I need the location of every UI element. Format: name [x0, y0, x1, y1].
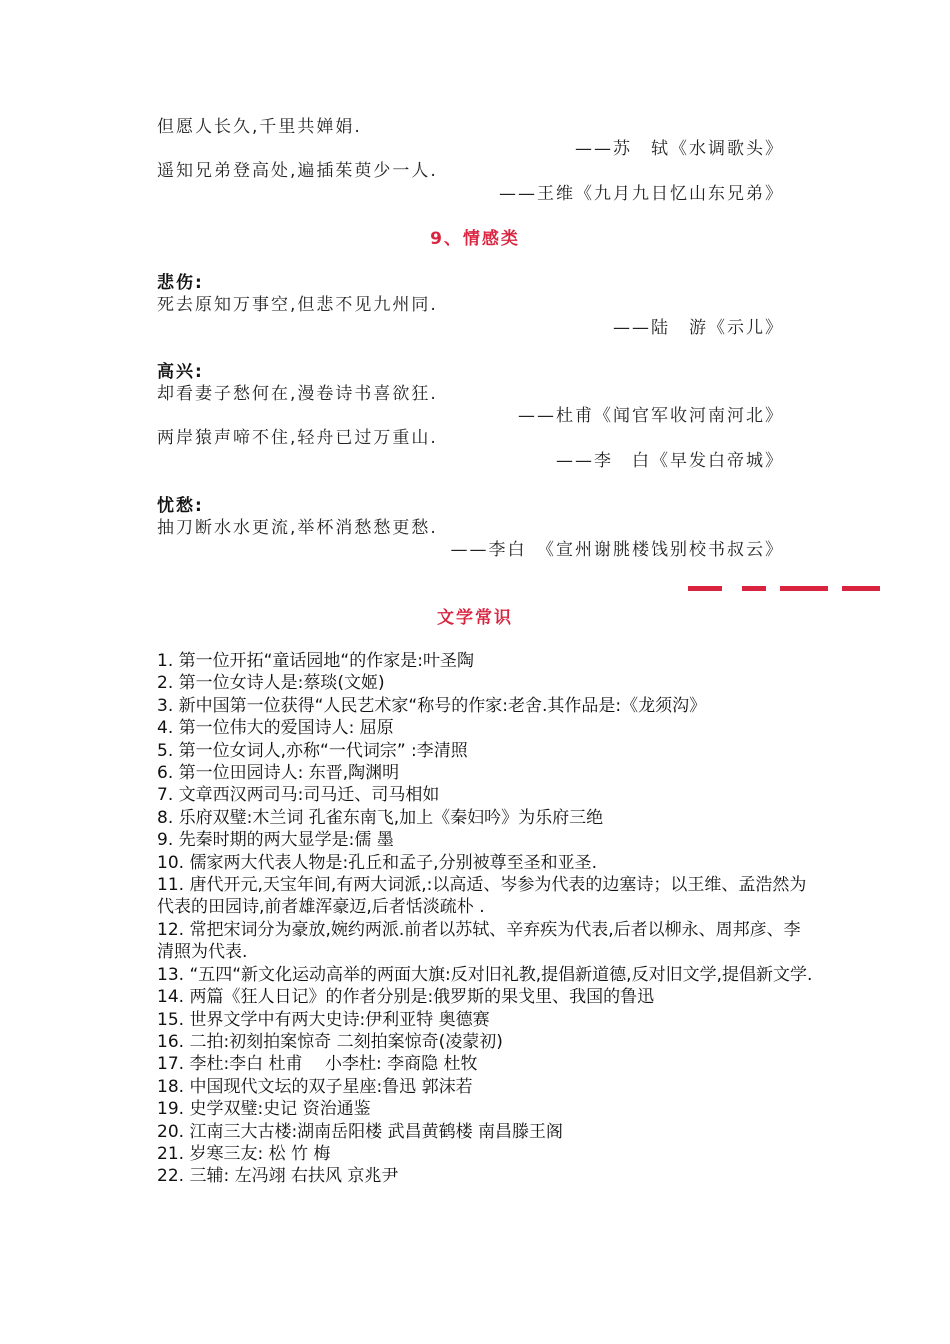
decorative-banner-fragment [680, 578, 890, 596]
list-item: 18. 中国现代文坛的双子星座:鲁迅 郭沫若 [157, 1076, 473, 1097]
poem-line: 却看妻子愁何在,漫卷诗书喜欲狂. [157, 384, 438, 404]
list-item: 2. 第一位女诗人是:蔡琰(文姬) [157, 673, 385, 694]
poem-line: 遥知兄弟登高处,遍插茱萸少一人. [157, 161, 438, 181]
list-item: 19. 史学双璧:史记 资治通鉴 [157, 1099, 371, 1120]
decorative-bar [688, 586, 722, 591]
list-item: 17. 李杜:李白 杜甫 小李杜: 李商隐 杜牧 [157, 1054, 478, 1075]
poem-attribution: ——陆 游《示儿》 [613, 318, 784, 338]
list-item: 16. 二拍:初刻拍案惊奇 二刻拍案惊奇(凌蒙初) [157, 1031, 503, 1052]
poem-attribution: ——李 白《早发白帝城》 [556, 451, 784, 471]
poem-line: 抽刀断水水更流,举杯消愁愁更愁. [157, 518, 438, 538]
list-item: 4. 第一位伟大的爱国诗人: 屈原 [157, 718, 394, 739]
list-item: 13. “五四“新文化运动高举的两面大旗:反对旧礼教,提倡新道德,反对旧文学,提倡新文学. [157, 964, 813, 985]
poem-attribution: ——苏 轼《水调歌头》 [575, 139, 784, 159]
list-item: 6. 第一位田园诗人: 东晋,陶渊明 [157, 763, 400, 784]
poem-line: 死去原知万事空,但悲不见九州同. [157, 295, 438, 315]
section-title-emotion: 9、情感类 [430, 229, 520, 249]
literature-facts-list [157, 650, 817, 1188]
list-item: 8. 乐府双璧:木兰词 孔雀东南飞,加上《秦妇吟》为乐府三绝 [157, 807, 604, 828]
subhead-happy: 高兴: [157, 362, 204, 382]
section-title-literature: 文学常识 [437, 608, 513, 628]
list-item: 9. 先秦时期的两大显学是:儒 墨 [157, 830, 394, 851]
list-item: 21. 岁寒三友: 松 竹 梅 [157, 1143, 331, 1164]
poem-line: 但愿人长久,千里共婵娟. [157, 117, 362, 137]
list-item: 7. 文章西汉两司马:司马迁、司马相如 [157, 785, 440, 806]
subhead-sorrow: 忧愁: [157, 496, 204, 516]
poem-attribution: ——王维《九月九日忆山东兄弟》 [499, 184, 784, 204]
list-item: 11. 唐代开元,天宝年间,有两大词派,:以高适、岑参为代表的边塞诗；以王维、孟浩然为代表的田园诗,前者雄浑豪迈,后者恬淡疏朴 . [157, 875, 807, 918]
subhead-sad: 悲伤: [157, 273, 204, 293]
list-item: 10. 儒家两大代表人物是:孔丘和孟子,分别被尊至圣和亚圣. [157, 852, 597, 873]
list-item: 5. 第一位女词人,亦称“一代词宗” :李清照 [157, 740, 468, 761]
list-item: 20. 江南三大古楼:湖南岳阳楼 武昌黄鹤楼 南昌滕王阁 [157, 1121, 563, 1142]
decorative-bar [780, 586, 828, 591]
list-item: 12. 常把宋词分为豪放,婉约两派.前者以苏轼、辛弃疾为代表,后者以柳永、周邦彦、李清照为代表. [157, 919, 801, 963]
list-item: 14. 两篇《狂人日记》的作者分别是:俄罗斯的果戈里、我国的鲁迅 [157, 987, 655, 1008]
list-item: 3. 新中国第一位获得“人民艺术家“称号的作家:老舍.其作品是:《龙须沟》 [157, 695, 707, 716]
poem-attribution: ——李白 《宣州谢朓楼饯别校书叔云》 [450, 540, 784, 560]
poem-attribution: ——杜甫《闻官军收河南河北》 [518, 406, 784, 426]
list-item: 15. 世界文学中有两大史诗:伊利亚特 奥德赛 [157, 1009, 490, 1030]
list-item: 1. 第一位开拓“童话园地“的作家是:叶圣陶 [157, 651, 474, 671]
decorative-bar [742, 586, 766, 591]
list-item: 22. 三辅: 左冯翊 右扶风 京兆尹 [157, 1166, 399, 1187]
decorative-bar [842, 586, 880, 591]
poem-line: 两岸猿声啼不住,轻舟已过万重山. [157, 428, 438, 448]
